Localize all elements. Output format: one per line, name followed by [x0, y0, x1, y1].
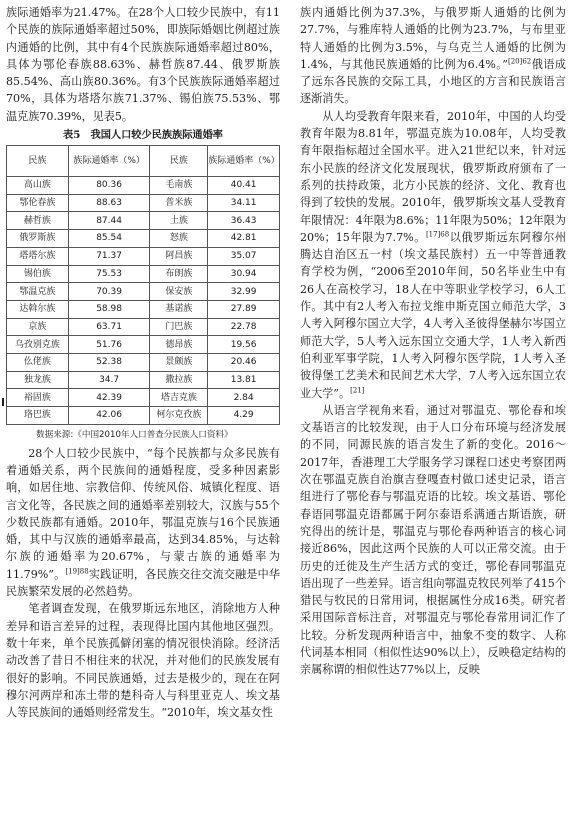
cell-rate-1: 88.63 — [68, 194, 150, 212]
cell-ethnic-2: 毛南族 — [150, 177, 208, 195]
cell-rate-1: 34.7 — [68, 371, 150, 389]
table-row — [7, 407, 280, 425]
cell-rate-2: 27.89 — [208, 300, 280, 318]
cell-rate-2: 30.94 — [208, 265, 280, 283]
table-row — [7, 389, 280, 407]
citation-17: [17]68 — [425, 230, 450, 239]
cell-rate-1: 85.54 — [68, 230, 150, 248]
right-paragraph-2 — [300, 108, 566, 402]
cell-rate-2: 36.43 — [208, 212, 280, 230]
cell-rate-2: 22.78 — [208, 318, 280, 336]
cell-ethnic-2: 景颇族 — [150, 353, 208, 371]
cell-ethnic-1: 赫哲族 — [7, 212, 69, 230]
table-row — [7, 230, 280, 248]
table-row — [7, 300, 280, 318]
cell-ethnic-1: 乌孜别克族 — [7, 336, 69, 354]
cell-rate-2: 2.84 — [208, 389, 280, 407]
cell-ethnic-1: 独龙族 — [7, 371, 69, 389]
table-row — [7, 212, 280, 230]
cell-ethnic-2: 柯尔克孜族 — [150, 407, 208, 425]
cell-ethnic-1: 塔塔尔族 — [7, 247, 69, 265]
cell-rate-2: 13.81 — [208, 371, 280, 389]
cell-ethnic-2: 阿昌族 — [150, 247, 208, 265]
cell-ethnic-1: 锡伯族 — [7, 265, 69, 283]
cell-ethnic-2: 门巴族 — [150, 318, 208, 336]
cell-ethnic-1: 珞巴族 — [7, 407, 69, 425]
cell-rate-1: 75.53 — [68, 265, 150, 283]
cell-rate-1: 51.76 — [68, 336, 150, 354]
header-ethnic-1: 民族 — [7, 146, 69, 177]
cell-ethnic-2: 土族 — [150, 212, 208, 230]
cell-rate-2: 34.11 — [208, 194, 280, 212]
cell-ethnic-1: 裕固族 — [7, 389, 69, 407]
right-paragraph-1-text-end: 俄语成了远东各民族的交际工具，小地区的方言和民族语言逐渐消失。 — [300, 57, 566, 106]
table-row — [7, 283, 280, 301]
table-row — [7, 265, 280, 283]
table-row — [7, 371, 280, 389]
cell-ethnic-2: 布朗族 — [150, 265, 208, 283]
cell-rate-2: 42.81 — [208, 230, 280, 248]
cell-rate-2: 32.99 — [208, 283, 280, 301]
cell-ethnic-1: 鄂伦春族 — [7, 194, 69, 212]
table-row — [7, 353, 280, 371]
cell-rate-1: 63.71 — [68, 318, 150, 336]
cell-ethnic-1: 仫佬族 — [7, 353, 69, 371]
cell-rate-1: 52.38 — [68, 353, 150, 371]
header-ethnic-2: 民族 — [150, 146, 208, 177]
cell-rate-2: 4.29 — [208, 407, 280, 425]
cell-rate-1: 80.36 — [68, 177, 150, 195]
cell-ethnic-1: 京族 — [7, 318, 69, 336]
left-paragraph-2-text-end: 实践证明，各民族交往交流交融是中华民族繁荣发展的必然趋势。 — [6, 567, 280, 599]
right-column — [300, 4, 566, 679]
citation-21: [21] — [350, 385, 365, 394]
table-source: 数据来源:《中国2010年人口普查分民族人口资料》 — [36, 429, 233, 440]
cell-rate-2: 35.07 — [208, 247, 280, 265]
cell-rate-2: 40.41 — [208, 177, 280, 195]
cell-rate-2: 20.46 — [208, 353, 280, 371]
cell-ethnic-1: 俄罗斯族 — [7, 230, 69, 248]
table-row — [7, 336, 280, 354]
table-row — [7, 177, 280, 195]
header-rate-2: 族际通婚率（%） — [208, 146, 280, 177]
right-paragraph-2-text-mid: 以俄罗斯远东阿穆尔州腾达自治区五一村（埃文基民族村）五一中等普通教育学校为例，“2006至2010年间，50名毕业生中有26人在高校学习，18人在中等职业学校学习，6人工作。其中有2人考入布拉戈维申斯克国立师范大学，3人考入阿穆尔国立大学，4人考入圣彼得堡赫尔岑国立师范大学，5人考入远东国立交通大学，1人考入新西伯利亚军事学院，1人考入阿穆尔医学院，1人考入圣彼得堡工艺美术和民间艺术大学，7人考入远东国立农业大学”。 — [300, 230, 566, 400]
cell-ethnic-2: 塔吉克族 — [150, 389, 208, 407]
cell-ethnic-2: 撒拉族 — [150, 371, 208, 389]
left-paragraph-2-text: 28个人口较少民族中，“每个民族都与众多民族有着通婚关系，两个民族间的通婚程度，受多种因素影响，如居住地、宗教信仰、传统风俗、城镇化程度、语言文化等，各民族之间的通婚率差别较大，汉族与55个少数民族都有通婚。2010年，鄂温克族与16个民族通婚，其中与汉族的通婚率最高，达到34.85%，与达斡尔族的通婚率为20.67%，与蒙古族的通婚率为11.79%”。 — [6, 446, 280, 581]
left-paragraph-3: 笔者调查发现，在俄罗斯远东地区，消除地方人种差异和语言差异的过程，表现得比国内其他地区强烈。数十年来，单个民族孤僻闭塞的情况很快消除。经济活动改善了昔日不相往来的状况，并对他们的民族发展有很好的影响。不同民族通婚，过去是极少的，现在在阿穆尔河两岸和冻土带的楚科奇人与科里亚克人、埃文基人等民族间的通婚则经常发生。“2010年，埃文基女性 — [6, 602, 280, 720]
cell-ethnic-1: 高山族 — [7, 177, 69, 195]
left-paragraph-1: 族际通婚率为21.47%。在28个人口较少民族中，有11个民族的族际通婚率超过50%，即族际婚姻比例超过族内通婚的比例，其中有4个民族族际通婚率超过80%，具体为鄂伦春族88.63%、赫哲族87.44、俄罗斯族85.54%、高山族80.36%。有3个民族族际通婚率超过70%，具体为塔塔尔族71.37%、锡伯族75.53%、鄂温克族70.39%，见表5。 — [6, 6, 280, 123]
intermarriage-table — [6, 145, 280, 425]
cell-ethnic-1: 达斡尔族 — [7, 300, 69, 318]
cell-rate-1: 42.06 — [68, 407, 150, 425]
cell-rate-1: 87.44 — [68, 212, 150, 230]
right-paragraph-3: 从语言学视角来看，通过对鄂温克、鄂伦春和埃文基语言的比较发现，由于人口分布环境与经济发展的不同，同源民族的语言发生了新的变化。2016～2017年，香港理工大学服务学习课程口述史考察团两次在鄂温克族自治旗吉登嘎查村做口述史记录，语言组进行了鄂伦春与鄂温克语的比较。埃文基语、鄂伦春语同鄂温克语都属于阿尔泰语系满通古斯语族，研究得出的统计是，鄂温克与鄂伦春两种语言的核心词接近86%，因此这两个民族的人可以正常交流。由于历史的迁徙及生产生活方式的变迁，鄂伦春同鄂温克语出现了一些差异。语言组向鄂温克牧民列举了415个猎民与牧民的日常用词，根据属性分成16类。研究者采用国际音标注音，对鄂温克与鄂伦春常用词汇作了比较。分析发现两种语言中，抽象不变的数字、人称代词基本相同（相似性达90%以上），反映稳定结构的亲属称谓的相似性达77%以上，反映 — [300, 403, 566, 677]
cell-ethnic-2: 怒族 — [150, 230, 208, 248]
cell-ethnic-1: 鄂温克族 — [7, 283, 69, 301]
table-row — [7, 318, 280, 336]
cell-rate-1: 42.39 — [68, 389, 150, 407]
left-column — [6, 4, 280, 721]
right-paragraph-1 — [300, 4, 566, 108]
citation-19: [19]88 — [65, 567, 89, 576]
left-paragraph-2 — [6, 445, 280, 601]
table-row — [7, 194, 280, 212]
right-paragraph-1-text: 族内通婚比例为37.3%，与俄罗斯人通婚的比例为27.7%，与雅库特人通婚的比例为23.7%，与布里亚特人通婚的比例为3.5%，与乌克兰人通婚的比例为1.4%，与其他民族通婚的比例为6.4%。” — [300, 6, 566, 71]
citation-20: [20]62 — [507, 57, 532, 66]
cell-ethnic-2: 德昂族 — [150, 336, 208, 354]
table-title: 表5 我国人口较少民族族际通婚率 — [63, 129, 223, 142]
right-paragraph-2-text: 从人均受教育年限来看，2010年，中国的人均受教育年限为8.81年，鄂温克族为10.08年，人均受教育年限指标超过全国水平。进入21世纪以来，针对远东小民族的经济文化发展现状，俄罗斯政府颁布了一系列的扶持政策，北方小民族的经济、文化、教育也得到了较快的发展。2010年，俄罗斯埃文基人受教育年限情况：4年限为8.6%；11年限为50%；12年限为20%；15年限为7.7%。 — [300, 109, 566, 244]
table-header-row — [7, 146, 280, 177]
cell-ethnic-2: 基诺族 — [150, 300, 208, 318]
table-body — [7, 177, 280, 425]
cell-rate-1: 58.98 — [68, 300, 150, 318]
cell-rate-1: 71.37 — [68, 247, 150, 265]
cell-ethnic-2: 普米族 — [150, 194, 208, 212]
header-rate-1: 族际通婚率（%） — [68, 146, 150, 177]
cell-rate-1: 70.39 — [68, 283, 150, 301]
cell-rate-2: 19.56 — [208, 336, 280, 354]
table-row — [7, 247, 280, 265]
margin-mark — [2, 398, 4, 406]
cell-ethnic-2: 保安族 — [150, 283, 208, 301]
